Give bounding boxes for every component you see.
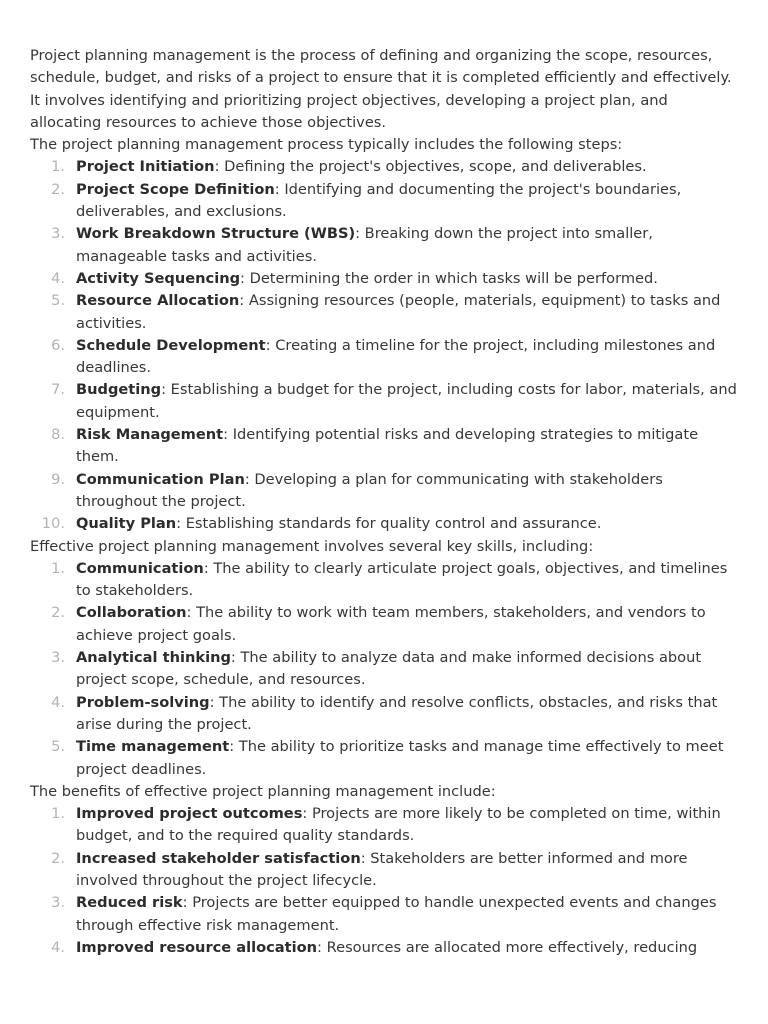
list-description: : Creating a timeline for the project, including milestones and deadlines. — [76, 336, 716, 377]
list-description: : Identifying and documenting the project's boundaries, deliverables, and exclusions. — [76, 180, 682, 221]
list-description: : The ability to identify and resolve conflicts, obstacles, and risks that arise during the project. — [76, 693, 718, 733]
list-number: 3. — [51, 225, 65, 243]
list-item — [30, 848, 742, 893]
list-description: : Stakeholders are better informed and more involved throughout the project lifecycle. — [76, 849, 688, 889]
list-description: : Identifying potential risks and developing strategies to mitigate them. — [76, 426, 699, 466]
list-item — [30, 692, 742, 737]
list-item — [30, 892, 742, 937]
list-number: 4. — [51, 938, 65, 956]
list-item — [30, 335, 742, 380]
list-number: 2. — [51, 849, 65, 867]
list-description: : Projects are better equipped to handle unexpected events and changes through effective risk management. — [76, 894, 717, 934]
list-description: : Establishing a budget for the project, including costs for labor, materials, and equipment. — [76, 381, 737, 421]
list-term: Schedule Development — [76, 336, 266, 354]
list-description: : Projects are more likely to be completed on time, within budget, and to the required quality standards. — [76, 805, 721, 845]
list-number: 1. — [51, 805, 65, 823]
steps-list — [30, 156, 742, 535]
list-term: Analytical thinking — [76, 649, 231, 667]
intro-paragraph: Project planning management is the process of defining and organizing the scope, resources, schedule, budget, and risks of a project to ensure that it is completed efficiently and effectively. It involves identifying and prioritizing project objectives, developing a project plan, and allocating resources to achieve those objectives. — [30, 47, 732, 131]
list-number: 5. — [51, 738, 65, 756]
list-term: Increased stakeholder satisfaction — [76, 849, 361, 867]
list-item — [30, 156, 742, 178]
list-description: : Developing a plan for communicating with stakeholders throughout the project. — [76, 470, 663, 510]
list-term: Resource Allocation — [76, 292, 240, 310]
list-number: 7. — [51, 381, 65, 399]
list-term: Quality Plan — [76, 515, 177, 533]
skills-intro: Effective project planning management involves several key skills, including: — [30, 537, 594, 555]
list-term: Time management — [76, 738, 230, 756]
list-number: 4. — [51, 693, 65, 711]
list-number: 1. — [51, 158, 65, 176]
list-number: 8. — [51, 426, 65, 444]
list-description: : Assigning resources (people, materials, equipment) to tasks and activities. — [76, 292, 721, 332]
list-term: Improved resource allocation — [76, 938, 318, 956]
list-term: Budgeting — [76, 381, 162, 399]
skills-list — [30, 558, 742, 781]
list-item — [30, 937, 742, 959]
list-description: : The ability to prioritize tasks and manage time effectively to meet project deadlines. — [76, 738, 724, 778]
list-item — [30, 268, 742, 290]
list-description: : The ability to clearly articulate project goals, objectives, and timelines to stakeholders. — [76, 559, 728, 600]
document-body — [30, 45, 742, 959]
list-number: 10. — [41, 515, 65, 533]
list-number: 3. — [51, 649, 65, 667]
steps-intro: The project planning management process typically includes the following steps: — [30, 136, 623, 154]
list-term: Communication — [76, 559, 204, 577]
benefits-list — [30, 803, 742, 959]
list-term: Activity Sequencing — [76, 269, 241, 287]
list-item — [30, 513, 742, 535]
list-number: 6. — [51, 336, 65, 354]
list-term: Work Breakdown Structure (WBS) — [76, 225, 356, 243]
list-term: Communication Plan — [76, 470, 245, 488]
list-item — [30, 424, 742, 469]
list-term: Collaboration — [76, 604, 187, 622]
list-item — [30, 803, 742, 848]
list-item — [30, 558, 742, 603]
list-item — [30, 179, 742, 224]
list-description: : The ability to work with team members, stakeholders, and vendors to achieve project goals. — [76, 604, 706, 644]
list-term: Problem-solving — [76, 693, 210, 711]
list-number: 1. — [51, 559, 65, 577]
list-description: : Breaking down the project into smaller, manageable tasks and activities. — [76, 225, 653, 265]
list-number: 2. — [51, 180, 65, 198]
list-number: 3. — [51, 894, 65, 912]
list-description: : The ability to analyze data and make informed decisions about project scope, schedule, and resources. — [76, 649, 702, 689]
list-item — [30, 736, 742, 781]
list-item — [30, 469, 742, 514]
list-item — [30, 290, 742, 335]
benefits-intro: The benefits of effective project planning management include: — [30, 782, 496, 800]
list-item — [30, 379, 742, 424]
list-term: Improved project outcomes — [76, 805, 303, 823]
list-number: 5. — [51, 292, 65, 310]
list-term: Risk Management — [76, 426, 224, 444]
list-number: 9. — [51, 470, 65, 488]
list-term: Project Initiation — [76, 158, 215, 176]
list-item — [30, 602, 742, 647]
list-number: 4. — [51, 269, 65, 287]
list-description: : Defining the project's objectives, scope, and deliverables. — [214, 158, 647, 176]
list-description: : Establishing standards for quality control and assurance. — [176, 515, 602, 533]
list-term: Project Scope Definition — [76, 180, 275, 198]
list-item — [30, 647, 742, 692]
list-item — [30, 223, 742, 268]
list-term: Reduced risk — [76, 894, 183, 912]
list-description: : Determining the order in which tasks will be performed. — [240, 269, 658, 287]
list-number: 2. — [51, 604, 65, 622]
list-description: : Resources are allocated more effectively, reducing — [317, 938, 698, 956]
